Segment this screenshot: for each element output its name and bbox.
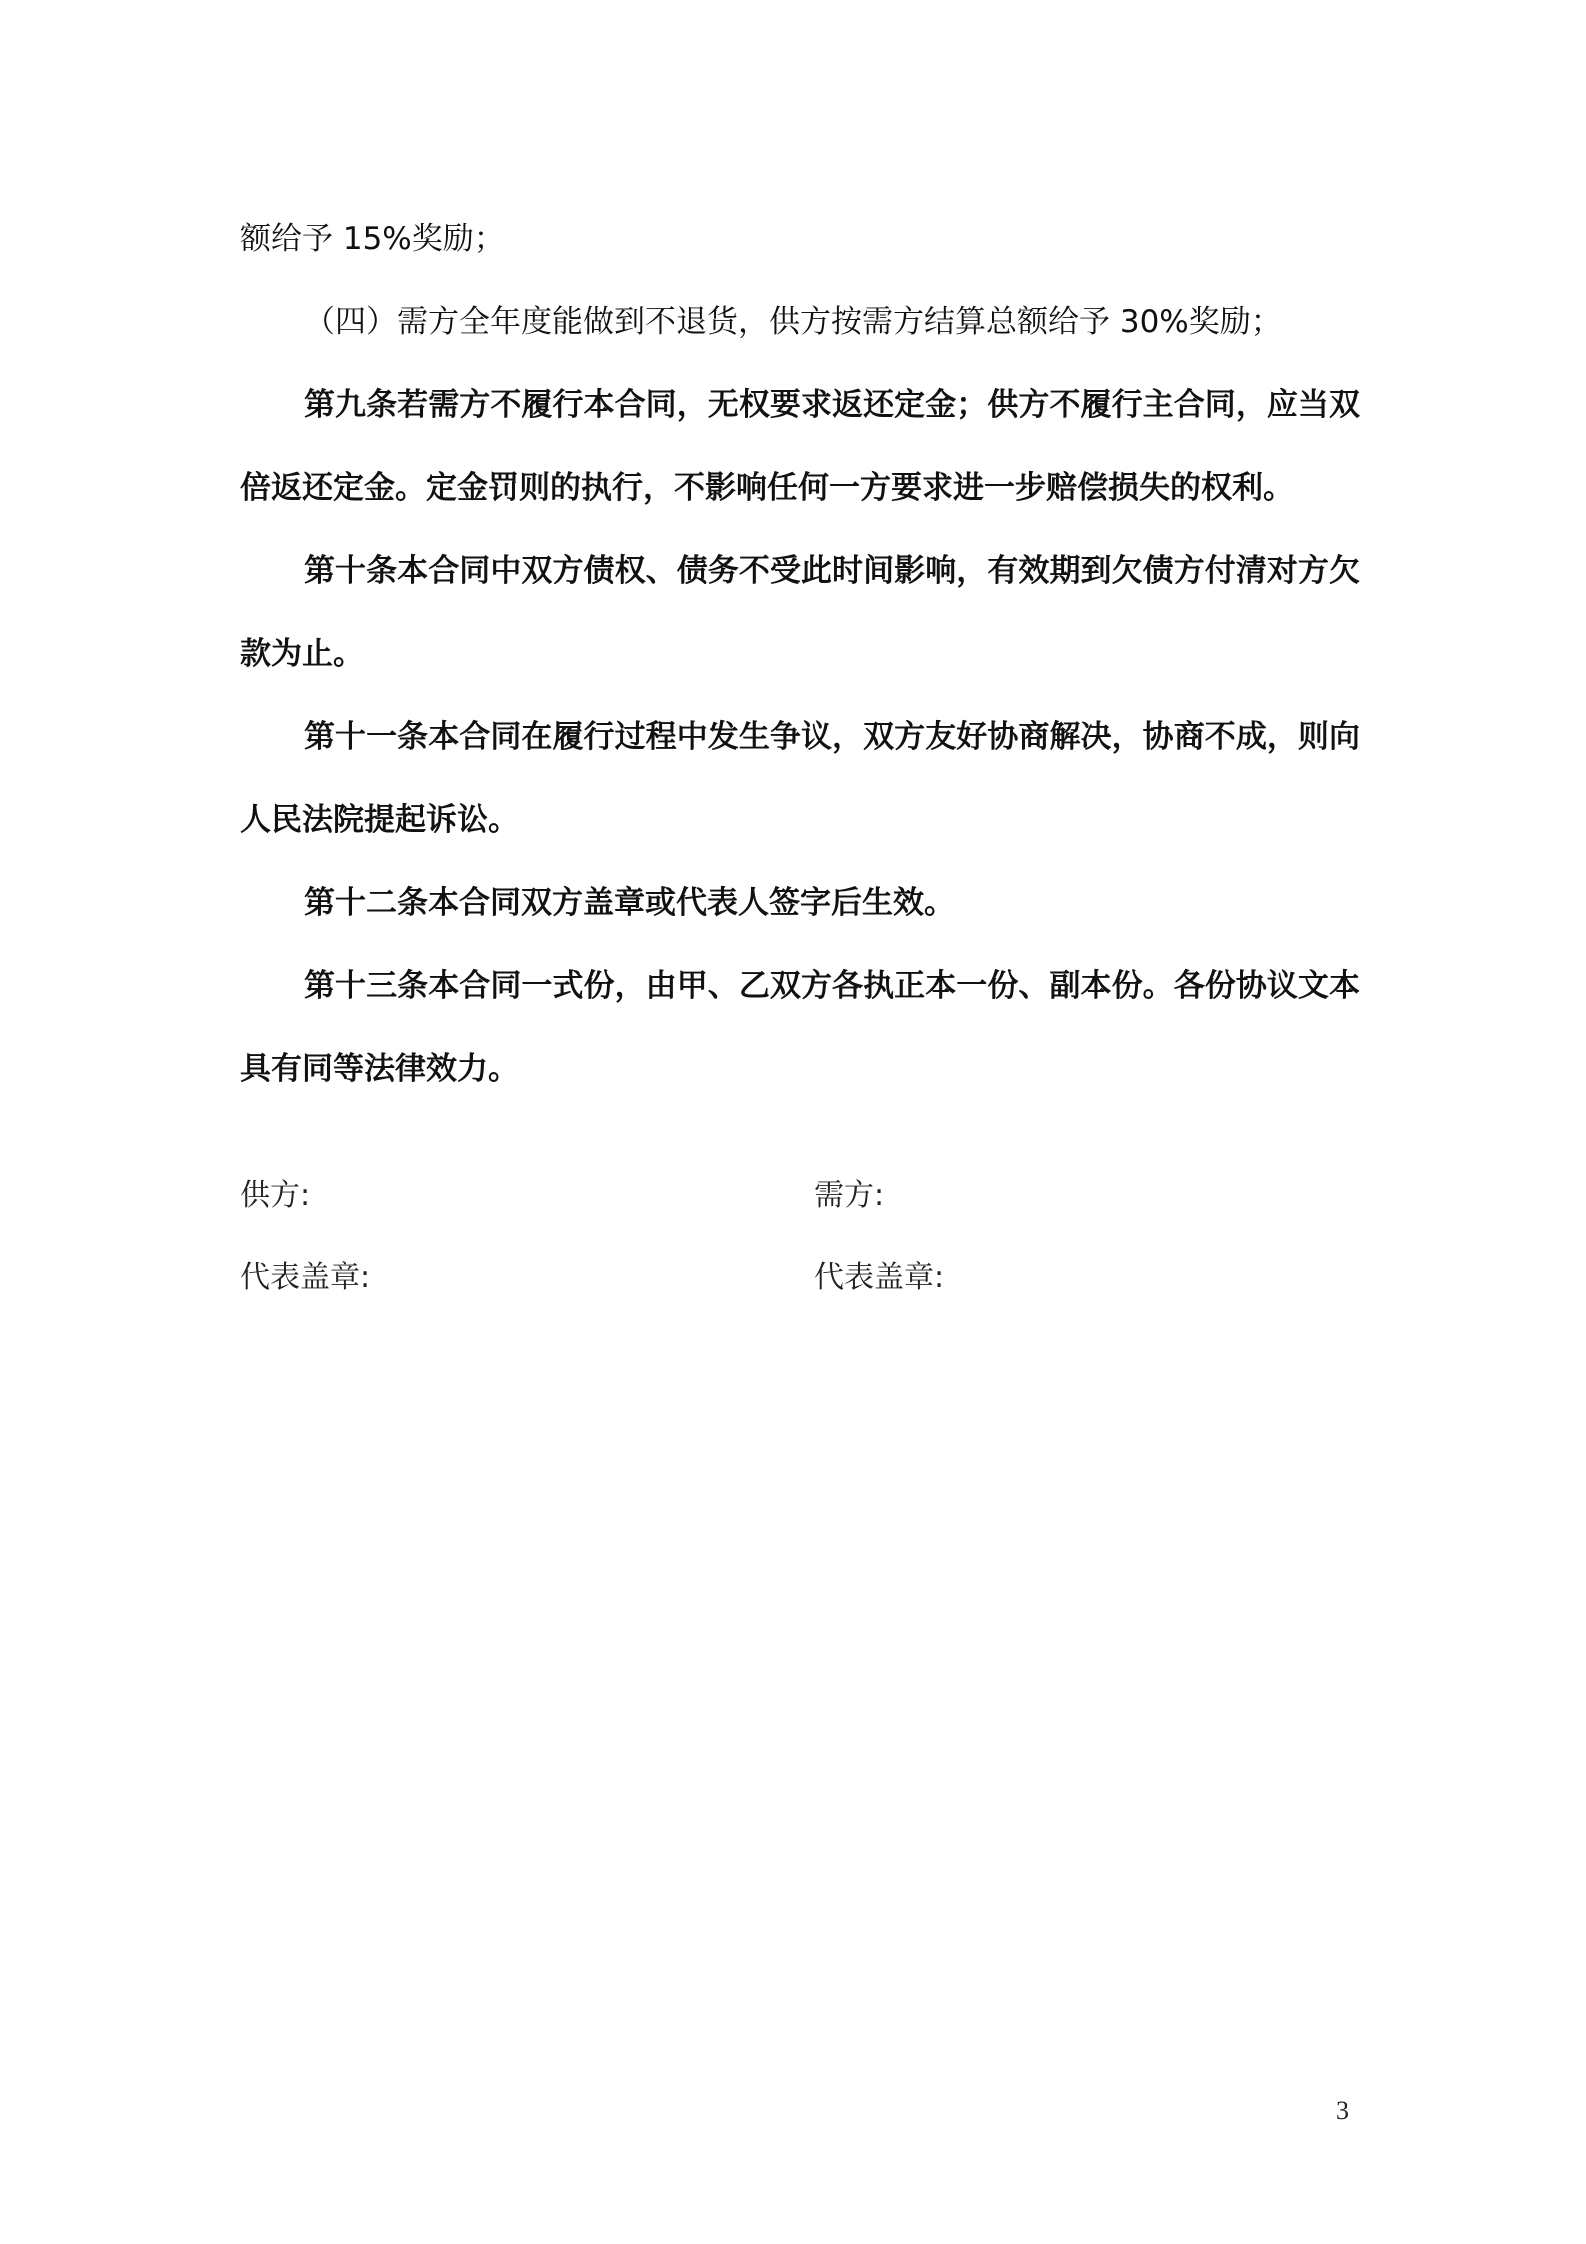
paragraph-article-eleven: 第十一条本合同在履行过程中发生争议，双方友好协商解决，协商不成，则向人民法院提起诉讼。 xyxy=(240,719,1360,838)
supplier-label: 供方: xyxy=(240,1178,311,1213)
paragraph-article-twelve: 第十二条本合同双方盖章或代表人签字后生效。 xyxy=(304,885,955,921)
buyer-label: 需方: xyxy=(814,1178,885,1213)
buyer-seal-label: 代表盖章: xyxy=(814,1260,945,1295)
paragraph-continuation: 额给予 15%奖励； xyxy=(240,221,505,257)
contract-body xyxy=(240,198,1360,1111)
paragraph-article-thirteen: 第十三条本合同一式份，由甲、乙双方各执正本一份、副本份。各份协议文本具有同等法律效力。 xyxy=(240,968,1360,1087)
page-number: 3 xyxy=(1336,2096,1349,2125)
paragraph-article-nine: 第九条若需方不履行本合同，无权要求返还定金；供方不履行主合同，应当双倍返还定金。定金罚则的执行，不影响任何一方要求进一步赔偿损失的权利。 xyxy=(240,387,1360,506)
supplier-seal-label: 代表盖章: xyxy=(240,1260,371,1295)
paragraph-item-four: （四）需方全年度能做到不退货，供方按需方结算总额给予 30%奖励； xyxy=(304,304,1282,340)
paragraph-article-ten: 第十条本合同中双方债权、债务不受此时间影响，有效期到欠债方付清对方欠款为止。 xyxy=(240,553,1360,672)
